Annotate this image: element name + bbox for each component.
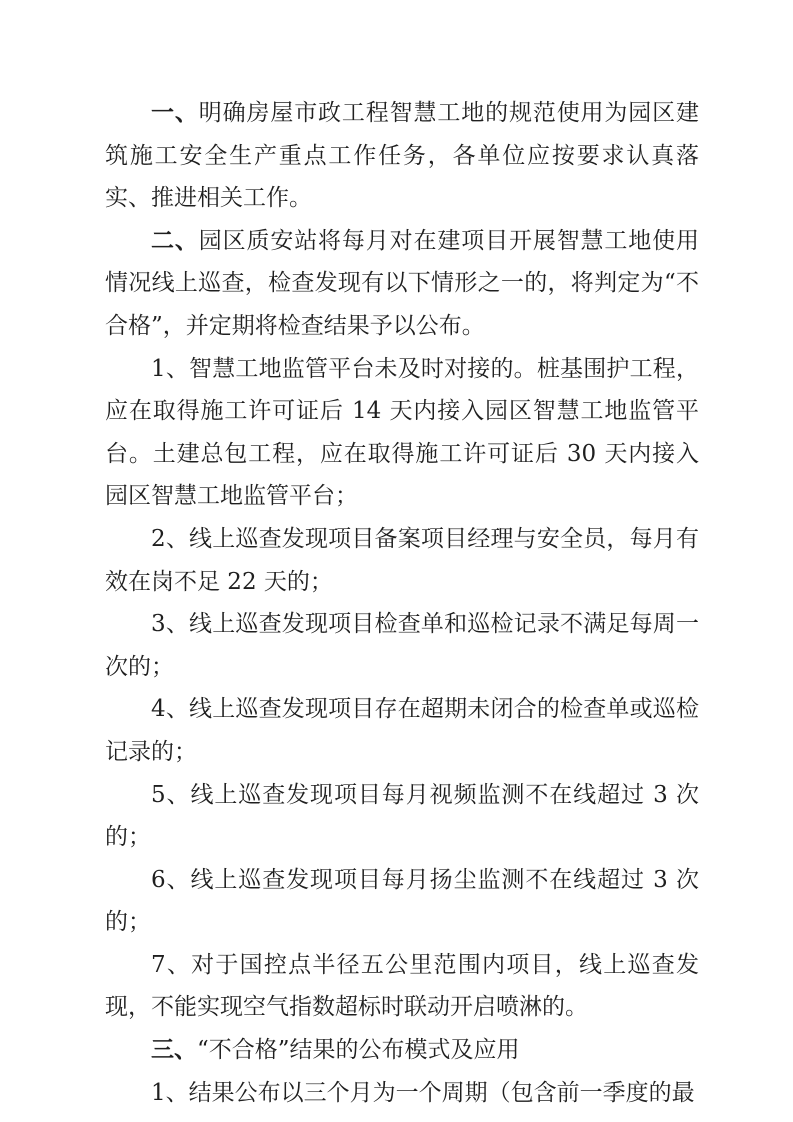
paragraph-10-heading: [105, 1029, 699, 1072]
paragraph-7-text: 5、线上巡查发现项目每月视频监测不在线超过 3 次的；: [105, 781, 699, 851]
paragraph-1-text: 明确房屋市政工程智慧工地的规范使用为园区建筑施工安全生产重点工作任务，各单位应按要求认真落实、推进相关工作。: [105, 100, 700, 212]
paragraph-2: [105, 220, 699, 348]
paragraph-4: [105, 518, 699, 603]
paragraph-9: [105, 944, 699, 1029]
section-number-1: 一、: [151, 99, 199, 126]
paragraph-3: [105, 348, 699, 518]
paragraph-8-text: 6、线上巡查发现项目每月扬尘监测不在线超过 3 次的；: [105, 866, 699, 936]
document-text-block: [105, 92, 699, 1114]
paragraph-5: [105, 603, 699, 688]
paragraph-7: [105, 774, 699, 859]
section-number-2: 二、: [151, 226, 199, 254]
section-number-3: 三、: [151, 1036, 197, 1064]
paragraph-3-text: 1、智慧工地监管平台未及时对接的。桩基围护工程，应在取得施工许可证后 14 天内接入园区智慧工地监管平台。土建总包工程，应在取得施工许可证后 30 天内接入园区智慧工地监管平台；: [105, 355, 699, 510]
paragraph-1: [105, 92, 699, 220]
paragraph-2-text: 园区质安站将每月对在建项目开展智慧工地使用情况线上巡查，检查发现有以下情形之一的，将判定为“不合格”，并定期将检查结果予以公布。: [105, 227, 700, 339]
paragraph-5-text: 3、线上巡查发现项目检查单和巡检记录不满足每周一次的；: [105, 611, 699, 680]
paragraph-11: [105, 1072, 699, 1115]
paragraph-6-text: 4、线上巡查发现项目存在超期未闭合的检查单或巡检记录的；: [105, 696, 699, 765]
paragraph-11-text: 1、结果公布以三个月为一个周期（包含前一季度的最: [151, 1079, 695, 1106]
paragraph-4-text: 2、线上巡查发现项目备案项目经理与安全员，每月有效在岗不足 22 天的；: [105, 525, 699, 595]
paragraph-6: [105, 688, 699, 773]
paragraph-8: [105, 859, 699, 944]
paragraph-10-text: “不合格”结果的公布模式及应用: [197, 1037, 520, 1064]
paragraph-9-text: 7、对于国控点半径五公里范围内项目，线上巡查发现，不能实现空气指数超标时联动开启喷淋的。: [105, 951, 699, 1021]
